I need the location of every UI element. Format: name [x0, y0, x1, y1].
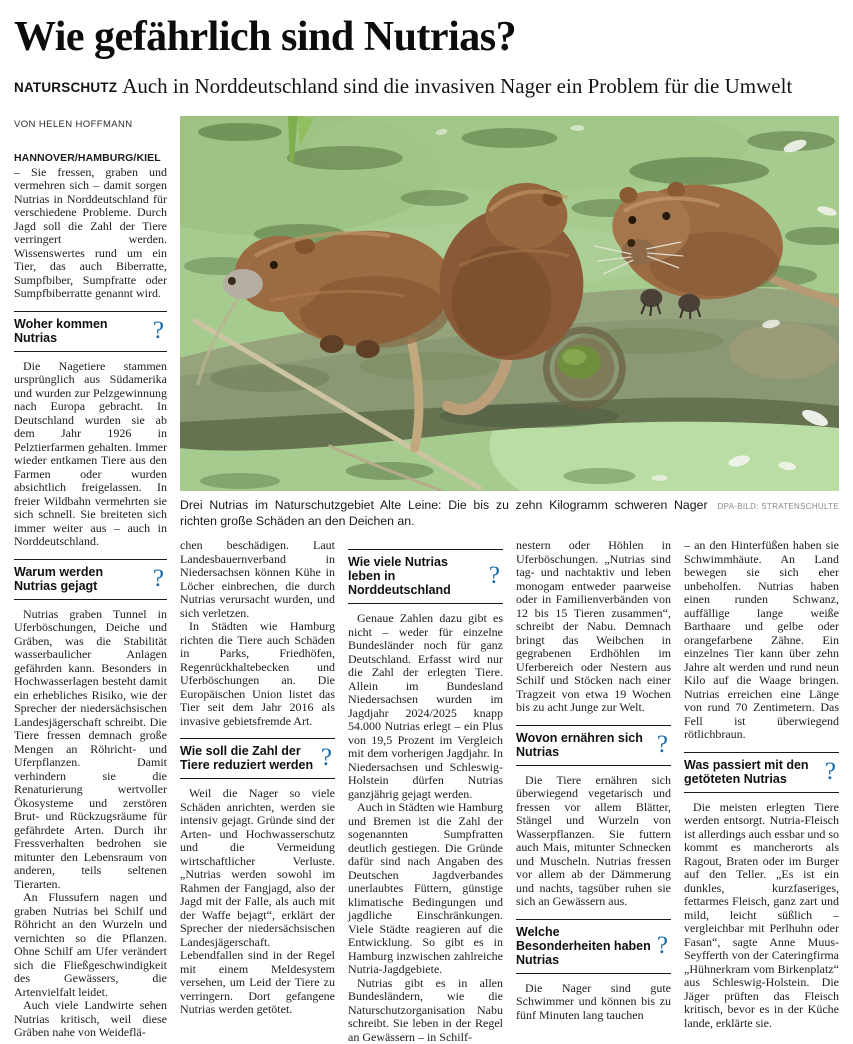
lower-columns: [180, 539, 839, 1044]
section-heading: [684, 752, 839, 793]
article-body: [14, 116, 839, 1044]
text-column-2: [180, 539, 335, 1044]
body-paragraph: [684, 801, 839, 1031]
text-column-4: [516, 539, 671, 1044]
section-heading-text: Wovon ernähren sich Nutrias: [516, 730, 643, 759]
byline: VON HELEN HOFFMANN: [14, 118, 133, 130]
question-icon: ?: [152, 564, 164, 592]
paragraph-text: – Sie fressen, graben und vermehren sich – damit sorgen Nutrias in Norddeutschland für verschiedene Probleme. Durch Jagd soll die Zahl der Tiere verringert werden. Wissenswertes rund um ein Tier, das auch Biberratte, Sumpfbiber, Sumpfratte oder Sumpfbiberratte genannt wird.: [14, 164, 167, 301]
body-paragraph: [180, 539, 335, 620]
paragraph-text: nestern oder Höhlen in Uferböschungen. „Nutrias sind tag- und nachtaktiv und leben monogam entweder paarweise oder in Familienverbänden von 12 bis 15 Tieren zusammen“, schreibt der Nabu. Demnach bringt das Weibchen in gegrabenen Erdhöhlen im Uferbereich oder Nestern aus Schilf und Stöcken nach einer Tragzeit von etwa 19 Wochen bis zu acht Junge zur Welt.: [516, 538, 671, 715]
question-icon: ?: [824, 757, 836, 785]
paragraph-text: Auch viele Landwirte sehen Nutrias kritisch, weil diese Gräben nahe von Weideflä-: [14, 998, 167, 1040]
photo-caption: [180, 497, 839, 529]
subheadline-row: [14, 75, 839, 98]
body-paragraph: [516, 982, 671, 1023]
paragraph-text: Die Tiere ernähren sich überwiegend vegetarisch und fressen vor allem Blätter, Stängel und Wurzeln von Wasserpflanzen. Sie futtern auch Mais, mitunter Schnecken und Muscheln. Nutrias fressen vor allem ab der Dämmerung und nachts, tagsüber ruhen sie sich an Gewässern aus.: [516, 772, 671, 909]
body-paragraph: [14, 360, 167, 549]
photo-and-columns: [180, 116, 839, 1044]
section-heading: [180, 738, 335, 779]
paragraph-text: Die Nagetiere stammen ursprünglich aus Südamerika und wurden zur Pelzgewinnung nach Europa gebracht. In Deutschland wurden sie ab dem Jahr 1926 in Pelztierfarmen gehalten. Immer wieder entkamen Tiere aus den Farmen oder wurden absichtlich freigelassen. In freier Wildbahn vermehrten sie sich schnell. Sie breiteten sich immer weiter aus – auch in Norddeutschland.: [14, 358, 167, 549]
body-paragraph: [516, 774, 671, 909]
text-column-5: [684, 539, 839, 1044]
kicker-label: NATURSCHUTZ: [14, 79, 118, 95]
section-heading: [516, 919, 671, 974]
body-paragraph: [14, 999, 167, 1040]
text-column-1: [14, 116, 167, 1040]
body-paragraph: [348, 612, 503, 801]
section-heading: [14, 311, 167, 352]
paragraph-text: – an den Hinterfüßen haben sie Schwimmhäute. An Land bewegen sie sich eher unbeholfen. Nutrias haben einen runden Schwanz, auffällige lange weiße Barthaare und gelbe oder orangefarbene Zähne. Ein einzelnes Tier kann über zehn Jahre alt werden und rund neun Kilo auf die Waage bringen. Nutrias erreichen eine Länge von rund 70 Zentimetern. Das Fell ist überwiegend rötlichbraun.: [684, 538, 839, 742]
body-paragraph: [180, 787, 335, 1017]
section-heading-text: Woher kommen Nutrias: [14, 316, 108, 345]
section-heading-text: Welche Besonderheiten haben Nutrias: [516, 924, 651, 967]
question-icon: ?: [656, 730, 668, 758]
paragraph-text: Nutrias graben Tunnel in Uferböschungen, Deiche und Gräben, was die Stabilität wasserbaulicher Anlagen gefährden kann. Besonders in Hochwasserlagen besteht damit ein erhebliches Risiko, wie der Sprecher der niedersächsischen Landesjägerschaft schreibt. Die Tiere fressen demnach große Mengen an Röhricht- und Uferpflanzen. Damit verhindern sie die Renaturierung wertvoller Ökosysteme und zerstören Brut- und Rückzugsräume für gefährdete Arten. Durch ihr Fressverhalten bedrohen sie mitunter den Lebensraum von anderen, teils seltenen Tierarten.: [14, 606, 167, 891]
question-icon: ?: [656, 931, 668, 959]
nutria-photo: [180, 116, 839, 491]
paragraph-text: Die Nager sind gute Schwimmer und können bis zu fünf Minuten lang tauchen: [516, 980, 671, 1022]
section-heading: [516, 725, 671, 766]
body-paragraph: [14, 891, 167, 999]
paragraph-text: An Flussufern nagen und graben Nutrias bei Schilf und Röhricht an den Wurzeln und vernichten so die Pflanzen. Ohne Schilf am Ufer verändert sich die Fließgeschwindigkeit des Gewässers, die Artenvielfalt leidet.: [14, 890, 167, 999]
section-heading-text: Was passiert mit den getöteten Nutrias: [684, 757, 809, 786]
photo-caption-text: Drei Nutrias im Naturschutzgebiet Alte Leine: Die bis zu zehn Kilogramm schweren Nager richten große Schäden an den Deichen an.: [180, 497, 708, 529]
paragraph-text: Nutrias gibt es in allen Bundesländern, wie die Naturschutzorganisation Nabu schreibt. Sie leben in der Regel an Gewässern – in Schilf-: [348, 975, 503, 1044]
section-heading-text: Wie viele Nutrias leben in Norddeutschland: [348, 555, 451, 598]
paragraph-text: Auch in Städten wie Hamburg und Bremen ist die Zahl der sogenannten Sumpfratten deutlich gestiegen. Die Gründe dafür sind nach Angaben des Deutschen Jagdverbandes unerlaubtes Füttern, günstige klimatische Bedingungen und jagdliche Einschränkungen. Viele Städte reagieren auf die Entwicklung. So gibt es in Hamburg inzwischen zahlreiche Nutria-Jagdgebiete.: [348, 800, 503, 977]
body-paragraph: [14, 608, 167, 892]
section-heading-text: Warum werden Nutrias gejagt: [14, 564, 104, 593]
question-icon: ?: [320, 744, 332, 772]
body-paragraph: [348, 977, 503, 1044]
paragraph-text: Genaue Zahlen dazu gibt es nicht – weder für einzelne Bundesländer noch für ganz Deutschland. Erfasst wird nur die Zahl der erlegten Tiere. Allein im Bundesland Niedersachsen wurden im Jagdjahr 2024/2025 knapp 54.000 Nutrias erlegt – ein Plus von 19,5 Prozent im Vergleich mit dem vorherigen Jagdjahr. In Niedersachsen und Schleswig-Holstein dürfen Nutrias ganzjährig gejagt werden.: [348, 611, 503, 801]
section-heading: [348, 549, 503, 604]
body-paragraph: [180, 620, 335, 728]
dateline: HANNOVER/HAMBURG/KIEL: [14, 152, 161, 165]
page-title: Wie gefährlich sind Nutrias?: [14, 14, 517, 60]
section-heading-text: Wie soll die Zahl der Tiere reduziert werden: [180, 744, 314, 773]
body-paragraph: [14, 151, 167, 301]
paragraph-text: In Städten wie Hamburg richten die Tiere auch Schäden in Parks, Friedhöfen, Regenrückhaltebecken und Uferböschungen an. Die Europäischen Union listet das Tier seit dem Jahr 2016 als invasive gebietsfremde Art.: [180, 619, 335, 728]
article-photo-figure: [180, 116, 839, 529]
subheadline: Auch in Norddeutschland sind die invasiven Nager ein Problem für die Umwelt: [122, 73, 793, 98]
paragraph-text: Die meisten erlegten Tiere werden entsorgt. Nutria-Fleisch ist allerdings auch essbar und so kommt es mancherorts als Ragout, Braten oder im Burger auf den Teller. „Es ist ein dunkles, kurzfaseriges, fettarmes Fleisch, ganz zart und mild, leicht süßlich – vergleichbar mit Perlhuhn oder Fasan“, sagte Anne Muus-Seyfferth von der Cateringfirma „Hühnerkram vom Birkenplatz“ aus Schleswig-Holstein. Die Jäger prüften das Fleisch kritisch, bevor es in der Küche lande, erklärte sie.: [684, 799, 839, 1030]
question-icon: ?: [152, 316, 164, 344]
paragraph-text: Weil die Nager so viele Schäden anrichten, werden sie intensiv gejagt. Gründe sind der Arten- und Hochwasserschutz und die Vermeidung wirtschaftlicher Verluste. „Nutrias werden sowohl im Rahmen der Fangjagd, also der Jagd mit der Falle, als auch mit der Waffe bejagt“, erklärt der Sprecher der niedersächsischen Landesjägerschaft. Lebendfallen sind in der Regel mit einem Meldesystem versehen, um Leid der Tiere zu verringern. Dort gefangene Nutrias werden getötet.: [180, 786, 335, 1017]
body-paragraph: [348, 801, 503, 977]
body-paragraph: [684, 539, 839, 742]
question-icon: ?: [488, 562, 500, 590]
photo-credit: DPA-BILD: STRATENSCHULTE: [717, 501, 839, 511]
text-column-3: [348, 539, 503, 1044]
paragraph-text: chen beschädigen. Laut Landesbauernverband in Niedersachsen können Kühe in Löcher einbrechen, die durch Nutrias verursacht wurden, und sich verletzen.: [180, 538, 335, 620]
section-heading: [14, 559, 167, 600]
body-paragraph: [516, 539, 671, 715]
